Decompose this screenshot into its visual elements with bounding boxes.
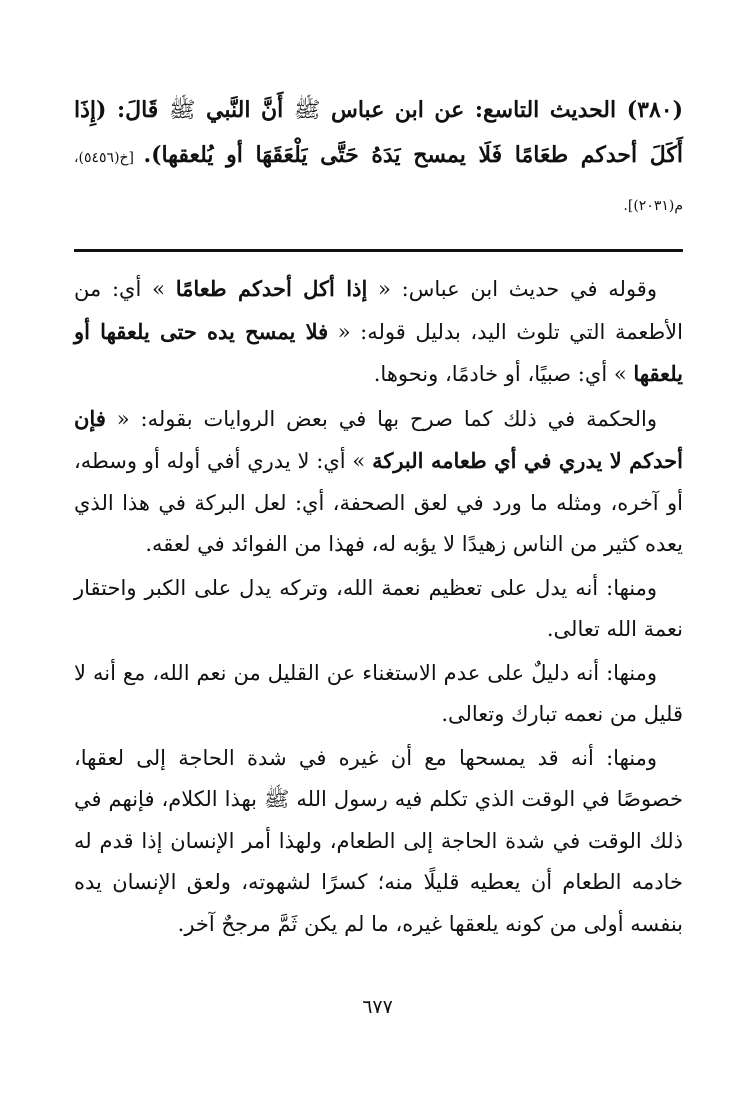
p1-text-e: » أي: صبيًا، أو خادمًا، ونحوها. (373, 362, 634, 386)
honorific-prophet-glyph: ﷺ (168, 98, 196, 123)
hadith-number: (٣٨٠) (626, 97, 683, 123)
honorific-prophet-glyph-2: ﷺ (264, 787, 290, 811)
p1-text-c: » أي: من الأطعمة التي تلوث اليد، بدليل قوله: « (74, 277, 683, 344)
commentary-paragraph-4: ومنها: أنه دليلٌ على عدم الاستغناء عن القليل من نعم الله، مع أنه لا قليل من نعمه تبارك وتعالى. (74, 660, 683, 726)
p2-text-a: والحكمة في ذلك كما صرح بها في بعض الروايات بقوله: « (105, 406, 657, 431)
p1-quote-1: إذا أكل أحدكم طعامًا (175, 276, 368, 301)
hadith-block (74, 88, 683, 229)
hadith-qaal: قَالَ: (106, 97, 169, 123)
commentary-paragraph-1 (74, 268, 683, 396)
p5-text-a: ومنها: أنه قد يمسحها مع أن غيره في شدة الحاجة إلى لعقها، خصوصًا في الوقت الذي تكلم فيه رسول الله (74, 745, 683, 811)
page-number: ٦٧٧ (362, 996, 393, 1018)
p1-text-a: وقوله في حديث ابن عباس: « (367, 277, 657, 301)
p2-quote: فإن أحدكم لا يدري في أي طعامه البركة (74, 405, 683, 473)
p1-quote-2: فلا يمسح يده حتى يلعقها أو يلعقها (74, 318, 683, 386)
hadith-reference-bukhari: [خ(٥٤٥٦)، (74, 150, 144, 166)
hadith-reference-muslim: م(٢٠٣١)]. (623, 198, 683, 214)
p5-text-b: بهذا الكلام، فإنهم في ذلك الوقت في شدة الحاجة إلى الطعام، ولهذا أمر الإنسان إذا قدم له خادمه الطعام أن يعطيه قليلًا منه؛ كسرًا لشهوته، ولعق الإنسان يده بنفسه أولى من كونه يلعقها غيره، ما لم يكن ثَمَّ مرجحٌ آخر. (74, 787, 683, 936)
commentary-paragraph-2 (74, 398, 683, 566)
commentary-paragraph-5 (74, 738, 683, 946)
separator-rule (74, 249, 683, 252)
hadith-narration-lead: أَنَّ النَّبي (195, 97, 294, 123)
hadith-text: (إِذَا أَكَلَ أحدكم طعَامًا فَلَا يمسح يَدَهُ حَتَّى يَلْعَقَهَا أو يُلعقها). (74, 97, 683, 168)
hadith-intro: الحديث التاسع: عن ابن عباس (320, 97, 627, 123)
commentary (74, 268, 683, 945)
honorific-companion-glyph: ﷺ (293, 98, 321, 123)
commentary-paragraph-3: ومنها: أنه يدل على تعظيم نعمة الله، وتركه يدل على الكبر واحتقار نعمة الله تعالى. (74, 575, 683, 641)
p2-text-c: » أي: لا يدري أفي أوله أو وسطه، أو آخره، ومثله ما ورد في لعق الصحفة، أي: لعل البركة في هذا الذي يعده كثير من الناس زهيدًا لا يؤبه له، فهذا من الفوائد في لعقه. (74, 449, 683, 556)
